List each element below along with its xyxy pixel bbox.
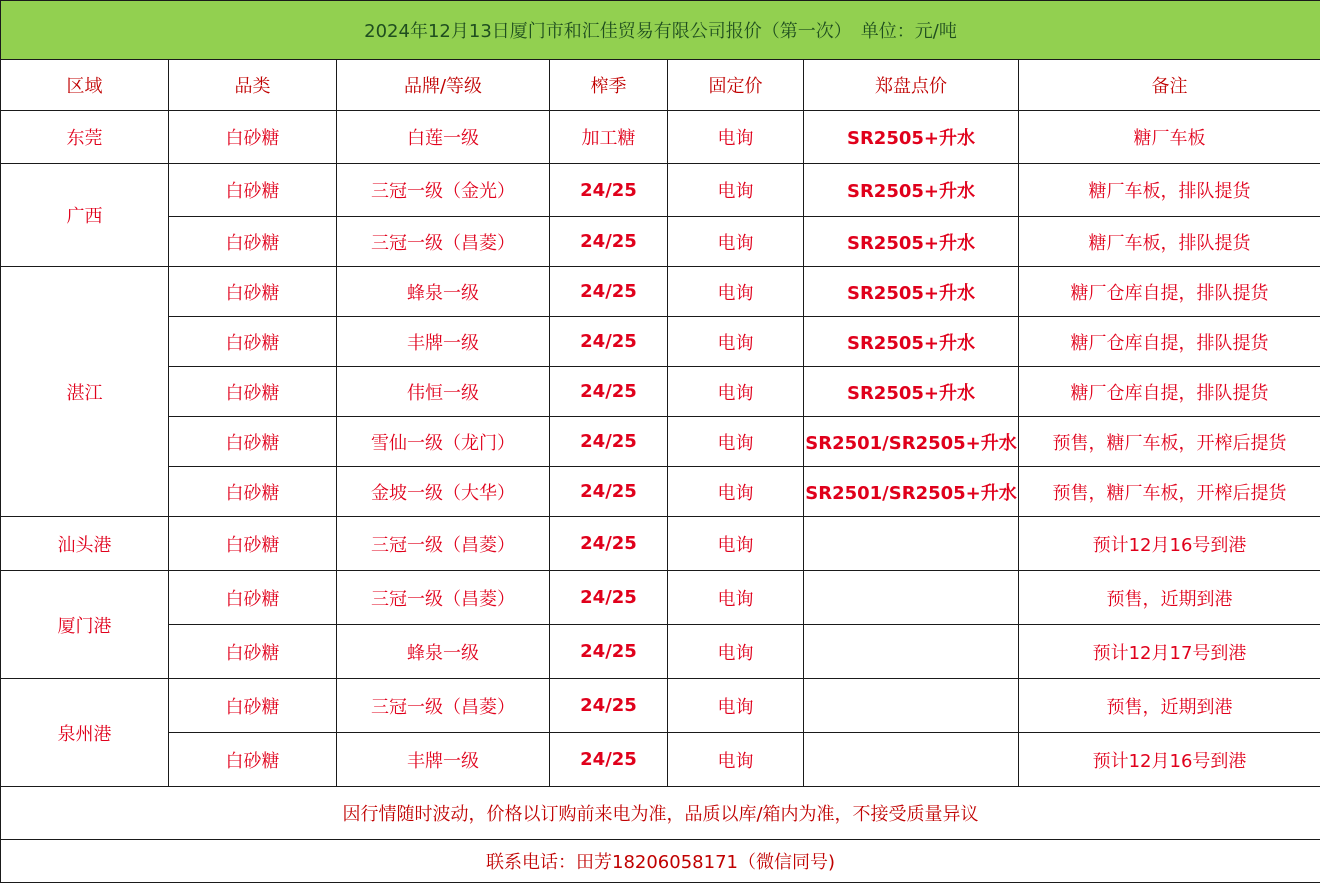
futures-price-cell: SR2505+升水 — [804, 217, 1019, 267]
category-cell: 白砂糖 — [169, 417, 337, 467]
category-cell: 白砂糖 — [169, 267, 337, 317]
table-row — [1, 367, 1320, 417]
header-region: 区域 — [1, 60, 169, 111]
brand-cell: 伟恒一级 — [337, 367, 550, 417]
fixed-price-cell: 电询 — [668, 571, 804, 625]
category-cell: 白砂糖 — [169, 111, 337, 164]
category-cell: 白砂糖 — [169, 625, 337, 679]
region-cell: 汕头港 — [1, 517, 169, 571]
season-cell: 24/25 — [550, 367, 668, 417]
futures-price-cell: SR2505+升水 — [804, 317, 1019, 367]
category-cell: 白砂糖 — [169, 733, 337, 787]
remark-cell: 预售，近期到港 — [1019, 571, 1320, 625]
fixed-price-cell: 电询 — [668, 679, 804, 733]
remark-cell: 预计12月17号到港 — [1019, 625, 1320, 679]
brand-cell: 蜂泉一级 — [337, 625, 550, 679]
futures-price-cell: SR2505+升水 — [804, 111, 1019, 164]
remark-cell: 预计12月16号到港 — [1019, 517, 1320, 571]
table-row — [1, 164, 1320, 217]
season-cell: 24/25 — [550, 733, 668, 787]
remark-cell: 糖厂仓库自提，排队提货 — [1019, 317, 1320, 367]
table-row — [1, 571, 1320, 625]
table-row — [1, 517, 1320, 571]
brand-cell: 三冠一级（金光） — [337, 164, 550, 217]
region-cell: 东莞 — [1, 111, 169, 164]
remark-cell: 预售，糖厂车板，开榨后提货 — [1019, 417, 1320, 467]
fixed-price-cell: 电询 — [668, 164, 804, 217]
region-cell: 厦门港 — [1, 571, 169, 679]
remark-cell: 糖厂车板，排队提货 — [1019, 217, 1320, 267]
table-row — [1, 217, 1320, 267]
futures-price-cell — [804, 625, 1019, 679]
remark-cell: 糖厂车板，排队提货 — [1019, 164, 1320, 217]
region-cell: 广西 — [1, 164, 169, 267]
category-cell: 白砂糖 — [169, 679, 337, 733]
page-title: 2024年12月13日厦门市和汇佳贸易有限公司报价（第一次） 单位：元/吨 — [1, 1, 1320, 60]
futures-price-cell: SR2501/SR2505+升水 — [804, 467, 1019, 517]
season-cell: 24/25 — [550, 679, 668, 733]
season-cell: 24/25 — [550, 517, 668, 571]
season-cell: 加工糖 — [550, 111, 668, 164]
remark-cell: 预售，糖厂车板，开榨后提货 — [1019, 467, 1320, 517]
fixed-price-cell: 电询 — [668, 267, 804, 317]
futures-price-cell: SR2501/SR2505+升水 — [804, 417, 1019, 467]
contact-info: 联系电话：田芳18206058171（微信同号) — [1, 840, 1320, 883]
season-cell: 24/25 — [550, 317, 668, 367]
futures-price-cell — [804, 733, 1019, 787]
header-brand: 品牌/等级 — [337, 60, 550, 111]
category-cell: 白砂糖 — [169, 517, 337, 571]
table-row — [1, 317, 1320, 367]
brand-cell: 三冠一级（昌菱） — [337, 679, 550, 733]
header-remark: 备注 — [1019, 60, 1320, 111]
futures-price-cell: SR2505+升水 — [804, 267, 1019, 317]
header-futures-price: 郑盘点价 — [804, 60, 1019, 111]
remark-cell: 糖厂仓库自提，排队提货 — [1019, 267, 1320, 317]
futures-price-cell — [804, 517, 1019, 571]
futures-price-cell — [804, 571, 1019, 625]
brand-cell: 三冠一级（昌菱） — [337, 571, 550, 625]
remark-cell: 糖厂仓库自提，排队提货 — [1019, 367, 1320, 417]
futures-price-cell: SR2505+升水 — [804, 367, 1019, 417]
category-cell: 白砂糖 — [169, 317, 337, 367]
remark-cell: 预售，近期到港 — [1019, 679, 1320, 733]
table-row — [1, 417, 1320, 467]
table-row — [1, 625, 1320, 679]
table-row — [1, 111, 1320, 164]
brand-cell: 白莲一级 — [337, 111, 550, 164]
region-cell: 泉州港 — [1, 679, 169, 787]
category-cell: 白砂糖 — [169, 571, 337, 625]
fixed-price-cell: 电询 — [668, 517, 804, 571]
fixed-price-cell: 电询 — [668, 467, 804, 517]
brand-cell: 丰牌一级 — [337, 317, 550, 367]
category-cell: 白砂糖 — [169, 467, 337, 517]
fixed-price-cell: 电询 — [668, 217, 804, 267]
fixed-price-cell: 电询 — [668, 367, 804, 417]
brand-cell: 三冠一级（昌菱） — [337, 517, 550, 571]
brand-cell: 丰牌一级 — [337, 733, 550, 787]
season-cell: 24/25 — [550, 164, 668, 217]
season-cell: 24/25 — [550, 267, 668, 317]
brand-cell: 三冠一级（昌菱） — [337, 217, 550, 267]
remark-cell: 预计12月16号到港 — [1019, 733, 1320, 787]
season-cell: 24/25 — [550, 467, 668, 517]
table-row — [1, 733, 1320, 787]
category-cell: 白砂糖 — [169, 217, 337, 267]
season-cell: 24/25 — [550, 217, 668, 267]
futures-price-cell: SR2505+升水 — [804, 164, 1019, 217]
fixed-price-cell: 电询 — [668, 317, 804, 367]
brand-cell: 雪仙一级（龙门） — [337, 417, 550, 467]
category-cell: 白砂糖 — [169, 367, 337, 417]
brand-cell: 金坡一级（大华） — [337, 467, 550, 517]
header-category: 品类 — [169, 60, 337, 111]
brand-cell: 蜂泉一级 — [337, 267, 550, 317]
fixed-price-cell: 电询 — [668, 625, 804, 679]
region-cell: 湛江 — [1, 267, 169, 517]
disclaimer-note: 因行情随时波动，价格以订购前来电为准，品质以库/箱内为准，不接受质量异议 — [1, 787, 1320, 840]
remark-cell: 糖厂车板 — [1019, 111, 1320, 164]
table-row — [1, 467, 1320, 517]
header-season: 榨季 — [550, 60, 668, 111]
futures-price-cell — [804, 679, 1019, 733]
header-fixed-price: 固定价 — [668, 60, 804, 111]
category-cell: 白砂糖 — [169, 164, 337, 217]
header-row — [1, 60, 1320, 111]
fixed-price-cell: 电询 — [668, 417, 804, 467]
season-cell: 24/25 — [550, 625, 668, 679]
fixed-price-cell: 电询 — [668, 111, 804, 164]
season-cell: 24/25 — [550, 417, 668, 467]
season-cell: 24/25 — [550, 571, 668, 625]
table-row — [1, 679, 1320, 733]
table-row — [1, 267, 1320, 317]
fixed-price-cell: 电询 — [668, 733, 804, 787]
